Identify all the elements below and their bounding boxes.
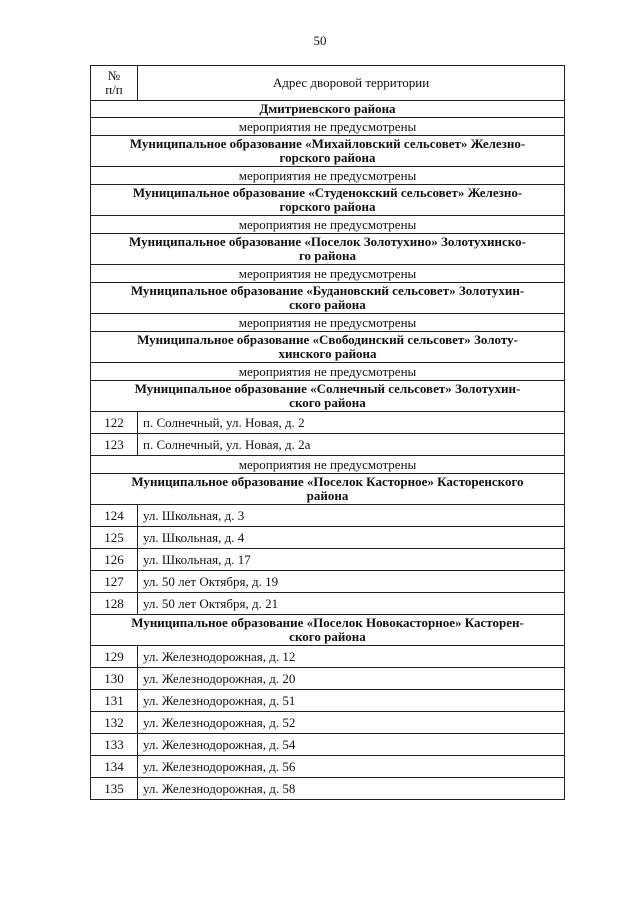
no-measures-row — [91, 265, 565, 283]
row-number: 128 — [91, 593, 138, 615]
row-number: 134 — [91, 756, 138, 778]
section-header-row — [91, 101, 565, 118]
row-address: ул. Школьная, д. 3 — [138, 505, 565, 527]
no-measures-text: мероприятия не предусмотрены — [91, 314, 565, 332]
section-title: Муниципальное образование «Свободинский сельсовет» Золоту- хинского района — [91, 332, 565, 363]
row-address: п. Солнечный, ул. Новая, д. 2а — [138, 434, 565, 456]
section-header-row — [91, 185, 565, 216]
section-header-row — [91, 615, 565, 646]
row-address: ул. Железнодорожная, д. 20 — [138, 668, 565, 690]
row-address: ул. Школьная, д. 4 — [138, 527, 565, 549]
no-measures-text: мероприятия не предусмотрены — [91, 456, 565, 474]
no-measures-text: мероприятия не предусмотрены — [91, 265, 565, 283]
row-address: п. Солнечный, ул. Новая, д. 2 — [138, 412, 565, 434]
row-address: ул. Железнодорожная, д. 51 — [138, 690, 565, 712]
row-number: 126 — [91, 549, 138, 571]
table-row — [91, 778, 565, 800]
page-number: 50 — [313, 33, 327, 48]
row-address: ул. Железнодорожная, д. 52 — [138, 712, 565, 734]
row-address: ул. Железнодорожная, д. 56 — [138, 756, 565, 778]
row-address: ул. 50 лет Октября, д. 19 — [138, 571, 565, 593]
table-row — [91, 549, 565, 571]
no-measures-row — [91, 118, 565, 136]
row-number: 133 — [91, 734, 138, 756]
no-measures-row — [91, 216, 565, 234]
address-table — [90, 65, 565, 800]
section-title: Муниципальное образование «Солнечный сельсовет» Золотухин- ского района — [91, 381, 565, 412]
no-measures-row — [91, 456, 565, 474]
table-row — [91, 734, 565, 756]
section-header-row — [91, 234, 565, 265]
row-address: ул. Железнодорожная, д. 58 — [138, 778, 565, 800]
table-row — [91, 412, 565, 434]
row-address: ул. Железнодорожная, д. 12 — [138, 646, 565, 668]
row-number: 123 — [91, 434, 138, 456]
row-number: 131 — [91, 690, 138, 712]
section-title: Муниципальное образование «Поселок Новокасторное» Касторен- ского района — [91, 615, 565, 646]
row-number: 130 — [91, 668, 138, 690]
section-header-row — [91, 381, 565, 412]
row-address: ул. Школьная, д. 17 — [138, 549, 565, 571]
table-row — [91, 668, 565, 690]
section-title: Муниципальное образование «Студенокский сельсовет» Железно- горского района — [91, 185, 565, 216]
row-number: 125 — [91, 527, 138, 549]
table-row — [91, 505, 565, 527]
no-measures-text: мероприятия не предусмотрены — [91, 216, 565, 234]
no-measures-text: мероприятия не предусмотрены — [91, 118, 565, 136]
header-address: Адрес дворовой территории — [138, 66, 565, 101]
section-header-row — [91, 283, 565, 314]
row-number: 124 — [91, 505, 138, 527]
table-row — [91, 712, 565, 734]
row-number: 135 — [91, 778, 138, 800]
section-title: Муниципальное образование «Поселок Золотухино» Золотухинско- го района — [91, 234, 565, 265]
section-title: Дмитриевского района — [91, 101, 565, 118]
no-measures-row — [91, 363, 565, 381]
row-address: ул. Железнодорожная, д. 54 — [138, 734, 565, 756]
table-row — [91, 756, 565, 778]
table-row — [91, 690, 565, 712]
row-number: 122 — [91, 412, 138, 434]
table-row — [91, 593, 565, 615]
table-row — [91, 571, 565, 593]
table-row — [91, 434, 565, 456]
table-header-row — [91, 66, 565, 101]
row-address: ул. 50 лет Октября, д. 21 — [138, 593, 565, 615]
row-number: 132 — [91, 712, 138, 734]
section-header-row — [91, 332, 565, 363]
section-header-row — [91, 474, 565, 505]
table-row — [91, 646, 565, 668]
header-number: № п/п — [91, 66, 138, 101]
no-measures-text: мероприятия не предусмотрены — [91, 167, 565, 185]
row-number: 127 — [91, 571, 138, 593]
section-title: Муниципальное образование «Будановский сельсовет» Золотухин- ского района — [91, 283, 565, 314]
no-measures-row — [91, 167, 565, 185]
section-title: Муниципальное образование «Михайловский сельсовет» Железно- горского района — [91, 136, 565, 167]
table-row — [91, 527, 565, 549]
section-title: Муниципальное образование «Поселок Касторное» Касторенского района — [91, 474, 565, 505]
no-measures-text: мероприятия не предусмотрены — [91, 363, 565, 381]
no-measures-row — [91, 314, 565, 332]
row-number: 129 — [91, 646, 138, 668]
section-header-row — [91, 136, 565, 167]
